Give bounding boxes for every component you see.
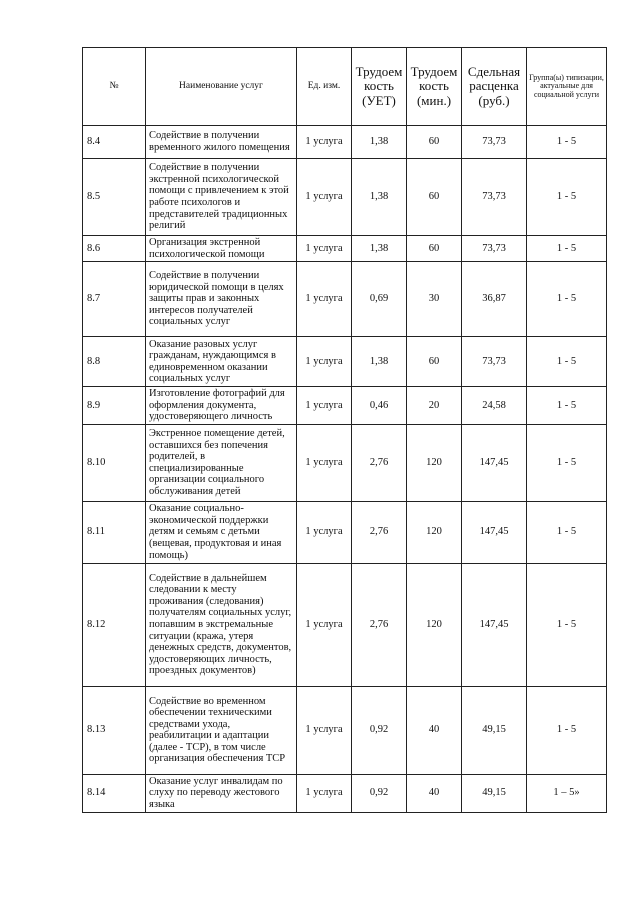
row-uet: 0,46 bbox=[352, 387, 407, 425]
row-unit: 1 услуга bbox=[297, 337, 352, 387]
row-num: 8.9 bbox=[83, 387, 146, 425]
row-group: 1 - 5 bbox=[527, 159, 607, 236]
row-num: 8.7 bbox=[83, 262, 146, 337]
row-name: Содействие в получении юридической помощи в целях защиты прав и законных интересов получателей социальных услуг bbox=[146, 262, 297, 337]
row-rate: 49,15 bbox=[462, 774, 527, 812]
row-uet: 2,76 bbox=[352, 424, 407, 501]
row-unit: 1 услуга bbox=[297, 262, 352, 337]
table-row bbox=[83, 126, 607, 159]
row-min: 120 bbox=[407, 501, 462, 563]
row-group: 1 - 5 bbox=[527, 686, 607, 774]
row-uet: 1,38 bbox=[352, 159, 407, 236]
header-row bbox=[83, 48, 607, 126]
row-rate: 36,87 bbox=[462, 262, 527, 337]
row-unit: 1 услуга bbox=[297, 387, 352, 425]
row-uet: 0,69 bbox=[352, 262, 407, 337]
row-min: 120 bbox=[407, 563, 462, 686]
row-name: Изготовление фотографий для оформления документа, удостоверяющего личность bbox=[146, 387, 297, 425]
table-row bbox=[83, 563, 607, 686]
row-unit: 1 услуга bbox=[297, 236, 352, 262]
row-uet: 0,92 bbox=[352, 686, 407, 774]
row-name: Содействие в дальнейшем следовании к месту проживания (следования) получателям социальных услуг, попавшим в экстремальные ситуации (кража, утеря денежных средств, документов, удостоверяющих личность, проездных документов) bbox=[146, 563, 297, 686]
row-num: 8.11 bbox=[83, 501, 146, 563]
table-row bbox=[83, 424, 607, 501]
row-group: 1 - 5 bbox=[527, 236, 607, 262]
header-rate: Сдельная расценка (руб.) bbox=[462, 48, 527, 126]
header-num: № bbox=[83, 48, 146, 126]
row-name: Оказание разовых услуг гражданам, нуждающимся в единовременном оказании социальных услуг bbox=[146, 337, 297, 387]
row-unit: 1 услуга bbox=[297, 563, 352, 686]
row-min: 60 bbox=[407, 126, 462, 159]
row-uet: 2,76 bbox=[352, 563, 407, 686]
header-labor-min: Трудоем кость (мин.) bbox=[407, 48, 462, 126]
row-rate: 73,73 bbox=[462, 159, 527, 236]
table-row bbox=[83, 337, 607, 387]
header-unit: Ед. изм. bbox=[297, 48, 352, 126]
row-num: 8.13 bbox=[83, 686, 146, 774]
row-unit: 1 услуга bbox=[297, 686, 352, 774]
row-rate: 73,73 bbox=[462, 337, 527, 387]
row-rate: 147,45 bbox=[462, 424, 527, 501]
table-row bbox=[83, 236, 607, 262]
row-rate: 24,58 bbox=[462, 387, 527, 425]
row-unit: 1 услуга bbox=[297, 501, 352, 563]
row-unit: 1 услуга bbox=[297, 126, 352, 159]
row-unit: 1 услуга bbox=[297, 424, 352, 501]
table-row bbox=[83, 262, 607, 337]
row-min: 60 bbox=[407, 159, 462, 236]
services-table bbox=[82, 47, 607, 813]
table-row bbox=[83, 501, 607, 563]
row-rate: 147,45 bbox=[462, 501, 527, 563]
row-min: 30 bbox=[407, 262, 462, 337]
row-uet: 0,92 bbox=[352, 774, 407, 812]
row-uet: 2,76 bbox=[352, 501, 407, 563]
table-row bbox=[83, 159, 607, 236]
row-min: 60 bbox=[407, 337, 462, 387]
row-num: 8.8 bbox=[83, 337, 146, 387]
row-uet: 1,38 bbox=[352, 126, 407, 159]
row-num: 8.14 bbox=[83, 774, 146, 812]
row-min: 40 bbox=[407, 686, 462, 774]
row-group: 1 - 5 bbox=[527, 126, 607, 159]
row-name: Экстренное помещение детей, оставшихся без попечения родителей, в специализированные организации социального обслуживания детей bbox=[146, 424, 297, 501]
header-group: Группа(ы) типизации, актуальные для социальной услуги bbox=[527, 48, 607, 126]
row-name: Содействие в получении экстренной психологической помощи с привлечением к этой работе психологов и представителей традиционных религий bbox=[146, 159, 297, 236]
row-min: 60 bbox=[407, 236, 462, 262]
row-group: 1 - 5 bbox=[527, 337, 607, 387]
row-name: Организация экстренной психологической помощи bbox=[146, 236, 297, 262]
row-group: 1 - 5 bbox=[527, 424, 607, 501]
row-num: 8.4 bbox=[83, 126, 146, 159]
row-group: 1 - 5 bbox=[527, 501, 607, 563]
row-name: Содействие в получении временного жилого помещения bbox=[146, 126, 297, 159]
row-group: 1 – 5» bbox=[527, 774, 607, 812]
row-rate: 73,73 bbox=[462, 236, 527, 262]
row-group: 1 - 5 bbox=[527, 262, 607, 337]
table-row bbox=[83, 387, 607, 425]
table-row bbox=[83, 774, 607, 812]
row-name: Содействие во временном обеспечении техническими средствами ухода, реабилитации и адаптации (далее - ТСР), в том числе организация обеспечения ТСР bbox=[146, 686, 297, 774]
table-row bbox=[83, 686, 607, 774]
row-num: 8.10 bbox=[83, 424, 146, 501]
row-unit: 1 услуга bbox=[297, 159, 352, 236]
row-rate: 73,73 bbox=[462, 126, 527, 159]
row-min: 40 bbox=[407, 774, 462, 812]
row-uet: 1,38 bbox=[352, 236, 407, 262]
header-name: Наименование услуг bbox=[146, 48, 297, 126]
header-labor-uet: Трудоем кость (УЕТ) bbox=[352, 48, 407, 126]
row-rate: 49,15 bbox=[462, 686, 527, 774]
row-name: Оказание услуг инвалидам по слуху по переводу жестового языка bbox=[146, 774, 297, 812]
row-group: 1 - 5 bbox=[527, 387, 607, 425]
row-num: 8.6 bbox=[83, 236, 146, 262]
row-min: 120 bbox=[407, 424, 462, 501]
row-rate: 147,45 bbox=[462, 563, 527, 686]
row-num: 8.12 bbox=[83, 563, 146, 686]
row-uet: 1,38 bbox=[352, 337, 407, 387]
row-min: 20 bbox=[407, 387, 462, 425]
row-name: Оказание социально-экономической поддержки детям и семьям с детьми (вещевая, продуктовая и иная помощь) bbox=[146, 501, 297, 563]
row-num: 8.5 bbox=[83, 159, 146, 236]
row-unit: 1 услуга bbox=[297, 774, 352, 812]
row-group: 1 - 5 bbox=[527, 563, 607, 686]
